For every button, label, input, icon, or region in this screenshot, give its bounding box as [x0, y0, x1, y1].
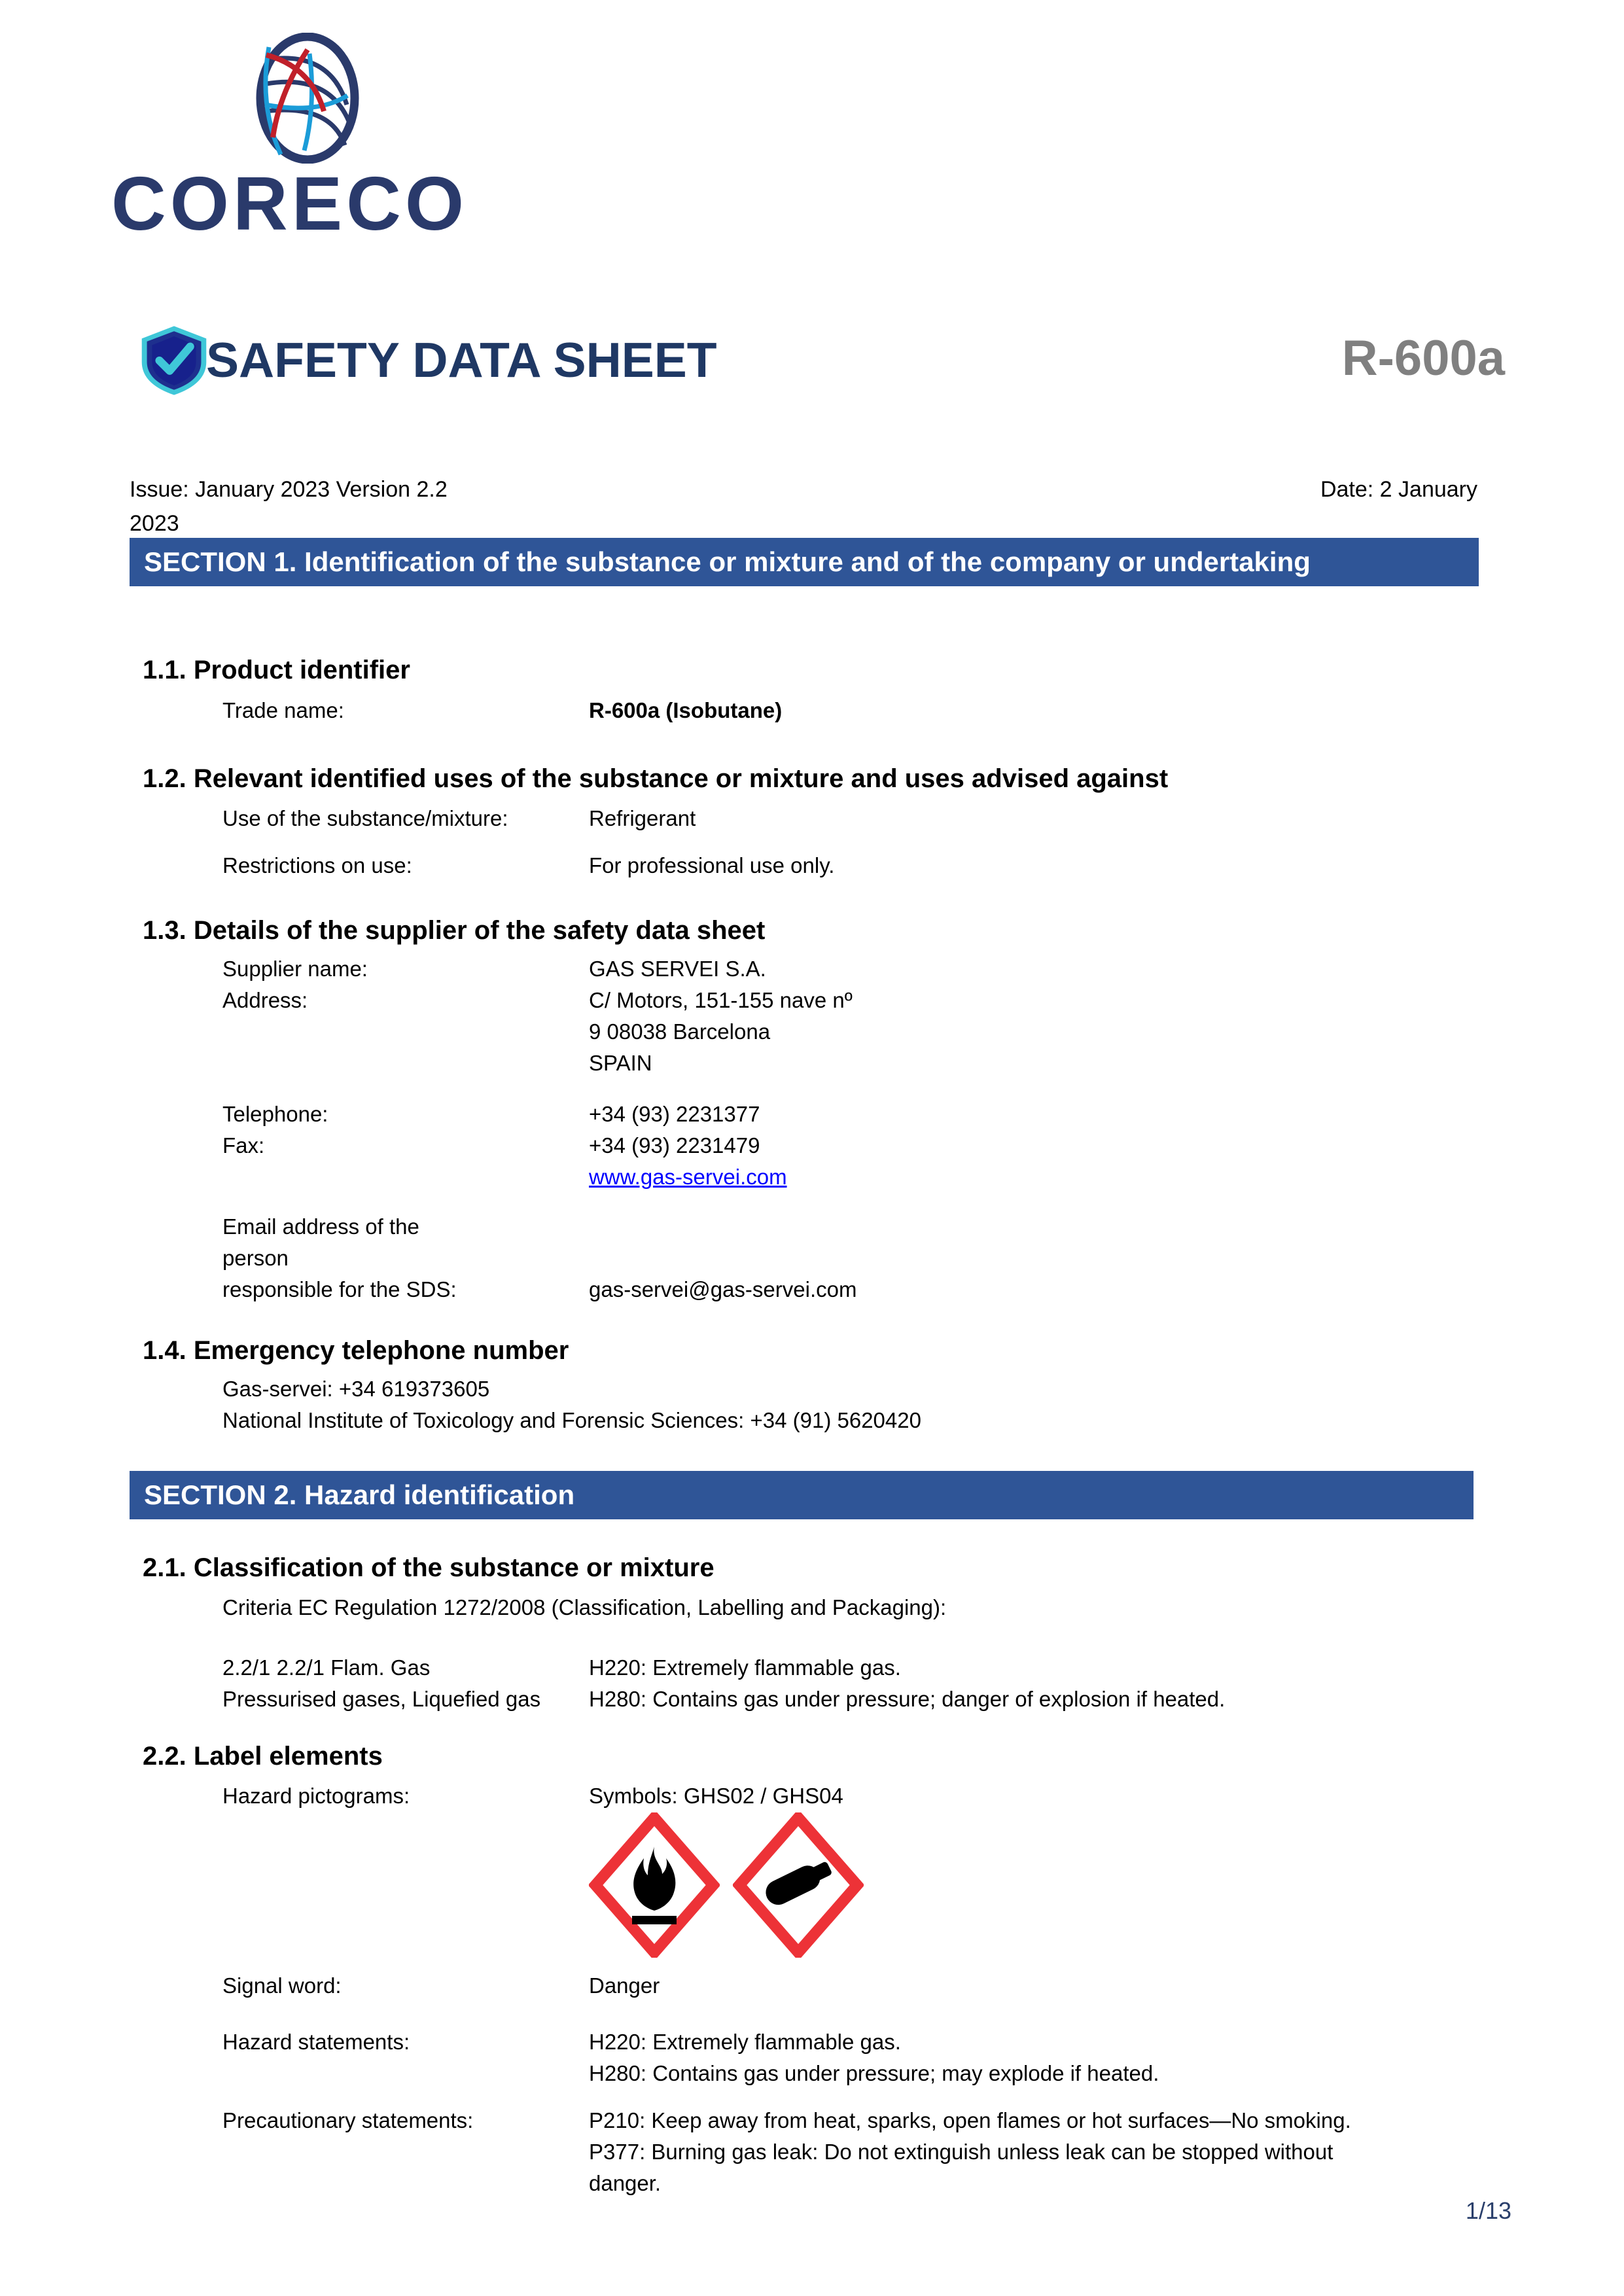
- label-email-line-3: responsible for the SDS:: [222, 1277, 457, 1301]
- classification-class-0: 2.2/1 2.2/1 Flam. Gas: [222, 1655, 431, 1680]
- logo-wordmark: [111, 167, 569, 245]
- heading-1-3: 1.3. Details of the supplier of the safety data sheet: [143, 916, 766, 945]
- precautionary-statement-1: P377: Burning gas leak: Do not extinguish unless leak can be stopped without: [589, 2140, 1333, 2164]
- label-trade-name: Trade name:: [222, 698, 344, 722]
- precautionary-statement-0: P210: Keep away from heat, sparks, open flames or hot surfaces—No smoking.: [589, 2108, 1351, 2132]
- value-signal-word: Danger: [589, 1973, 660, 1998]
- page-number: 1/13: [1465, 2197, 1511, 2224]
- document-date: Date: 2 January: [1320, 477, 1477, 502]
- heading-1-4: 1.4. Emergency telephone number: [143, 1336, 569, 1365]
- value-trade-name: R-600a (Isobutane): [589, 698, 783, 722]
- supplier-website-link[interactable]: www.gas-servei.com: [589, 1165, 787, 1189]
- classification-criteria: Criteria EC Regulation 1272/2008 (Classification, Labelling and Packaging):: [222, 1595, 947, 1619]
- precautionary-statement-2: danger.: [589, 2171, 662, 2195]
- hazard-statement-1: H280: Contains gas under pressure; may explode if heated.: [589, 2061, 1159, 2085]
- page-title: SAFETY DATA SHEET: [206, 332, 717, 387]
- label-hazard-pictograms: Hazard pictograms:: [222, 1784, 410, 1808]
- label-fax: Fax:: [222, 1133, 265, 1157]
- document-meta: [130, 472, 1477, 544]
- label-precautionary-statements: Precautionary statements:: [222, 2108, 474, 2132]
- heading-1-2: 1.2. Relevant identified uses of the substance or mixture and uses advised against: [143, 764, 1169, 793]
- label-restrictions: Restrictions on use:: [222, 853, 412, 877]
- heading-1-1: 1.1. Product identifier: [143, 656, 410, 684]
- shield-check-icon: [137, 324, 211, 397]
- label-signal-word: Signal word:: [222, 1973, 342, 1998]
- document-date-year: 2023: [130, 511, 179, 536]
- flame-over-line-icon: [589, 1812, 720, 1958]
- section-1-header: SECTION 1. Identification of the substance or mixture and of the company or undertaking: [130, 538, 1479, 586]
- label-telephone: Telephone:: [222, 1102, 328, 1126]
- section-2-header: SECTION 2. Hazard identification: [130, 1471, 1474, 1519]
- heading-2-1: 2.1. Classification of the substance or mixture: [143, 1553, 715, 1582]
- gas-cylinder-icon: [733, 1812, 864, 1958]
- value-restrictions: For professional use only.: [589, 853, 835, 877]
- value-address-line-3: SPAIN: [589, 1051, 652, 1075]
- value-fax: +34 (93) 2231479: [589, 1133, 760, 1157]
- product-code: R-600a: [1341, 330, 1505, 386]
- issue-version: Issue: January 2023 Version 2.2: [130, 477, 448, 502]
- hazard-statement-0: H220: Extremely flammable gas.: [589, 2030, 901, 2054]
- classification-class-1: Pressurised gases, Liquefied gas: [222, 1687, 541, 1711]
- classification-statement-1: H280: Contains gas under pressure; danger of explosion if heated.: [589, 1687, 1226, 1711]
- svg-text:CORECO: CORECO: [111, 167, 468, 245]
- heading-2-2: 2.2. Label elements: [143, 1742, 383, 1771]
- emergency-phone-toxicology: National Institute of Toxicology and Forensic Sciences: +34 (91) 5620420: [222, 1408, 921, 1432]
- ghs-pictogram-group: [589, 1812, 864, 1958]
- label-hazard-statements: Hazard statements:: [222, 2030, 410, 2054]
- value-supplier-name: GAS SERVEI S.A.: [589, 957, 766, 981]
- label-supplier-name: Supplier name:: [222, 957, 368, 981]
- value-use: Refrigerant: [589, 806, 696, 830]
- label-email-line-2: person: [222, 1246, 289, 1270]
- label-address: Address:: [222, 988, 308, 1012]
- value-address-line-2: 9 08038 Barcelona: [589, 1019, 771, 1044]
- value-email: gas-servei@gas-servei.com: [589, 1277, 857, 1301]
- globe-icon: [232, 33, 383, 164]
- label-use: Use of the substance/mixture:: [222, 806, 508, 830]
- company-logo: [111, 33, 569, 294]
- value-hazard-pictograms: Symbols: GHS02 / GHS04: [589, 1784, 843, 1808]
- document-title-row: [124, 324, 1505, 396]
- classification-statement-0: H220: Extremely flammable gas.: [589, 1655, 901, 1680]
- emergency-phone-gas-servei: Gas-servei: +34 619373605: [222, 1377, 490, 1401]
- label-email-line-1: Email address of the: [222, 1214, 419, 1239]
- value-telephone: +34 (93) 2231377: [589, 1102, 760, 1126]
- value-address-line-1: C/ Motors, 151-155 nave nº: [589, 988, 853, 1012]
